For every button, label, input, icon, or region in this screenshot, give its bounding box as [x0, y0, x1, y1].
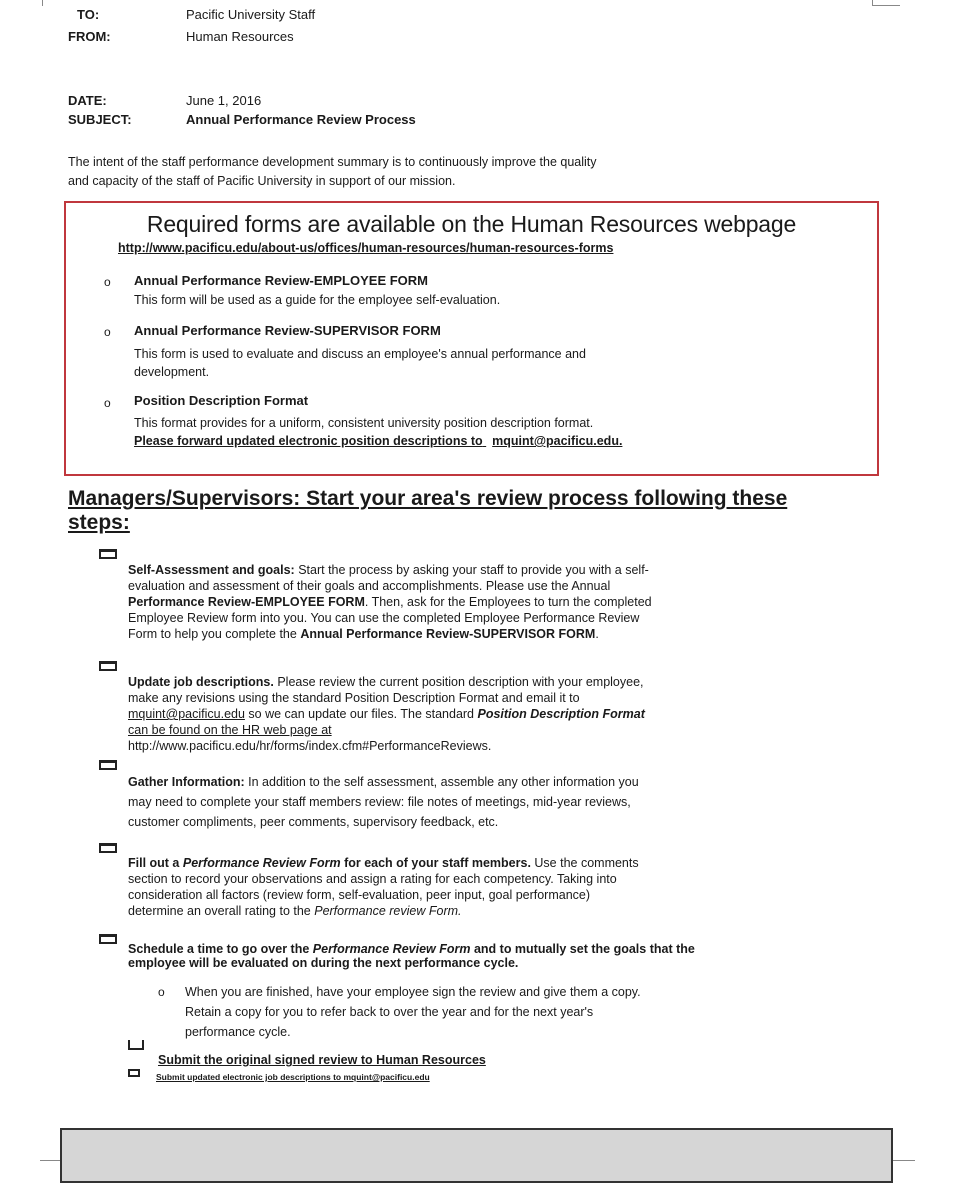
bullet-icon: o — [104, 275, 111, 289]
step-text: Please review the current position description with your employee, — [277, 675, 644, 689]
forward-instruction — [134, 432, 622, 450]
step-text: consideration all factors (review form, self-evaluation, peer input, goal performance) — [128, 888, 591, 902]
step-text: In addition to the self assessment, assemble any other information you — [248, 775, 639, 789]
form-item-desc: This form will be used as a guide for the employee self-evaluation. — [134, 293, 501, 307]
step-text: Employee Review form into you. You can use the completed Employee Performance Review — [128, 611, 640, 625]
steps-heading-line-2: steps: — [68, 511, 130, 534]
form-item-title: Annual Performance Review-EMPLOYEE FORM — [134, 273, 429, 288]
form-item-desc: This format provides for a uniform, consistent university position description format. — [134, 416, 594, 430]
bullet-icon: o — [104, 396, 111, 410]
intro-line-1: The intent of the staff performance development summary is to continuously improve the quality — [68, 155, 597, 169]
subject-value: Annual Performance Review Process — [186, 112, 416, 127]
bullet-icon: o — [104, 325, 111, 339]
to-label: TO: — [77, 7, 100, 22]
step-text: may need to complete your staff members review: file notes of meetings, mid-year reviews, — [128, 795, 631, 809]
forms-url-link[interactable]: http://www.pacificu.edu/about-us/offices/human-resources/human-resources-forms — [118, 241, 614, 255]
step-text: Use the comments — [534, 856, 639, 870]
from-label: FROM: — [68, 29, 111, 44]
checkbox-icon — [128, 1040, 144, 1050]
step-title: Schedule a time to go over the — [128, 942, 310, 956]
folder-icon — [99, 549, 117, 559]
folder-icon — [99, 760, 117, 770]
subject-label: SUBJECT: — [68, 112, 132, 127]
forward-text: Please forward updated electronic position descriptions to — [134, 434, 483, 448]
sub-bullet-icon: o — [158, 985, 165, 999]
form-name: Performance Review Form — [312, 942, 471, 956]
form-name: Performance Review Form — [182, 856, 341, 870]
step-gather-information — [128, 772, 878, 832]
step-text: performance cycle. — [185, 1025, 291, 1039]
step-text: Start the process by asking your staff to provide you with a self- — [298, 563, 649, 577]
step-update-job-descriptions — [128, 674, 878, 754]
step-text: customer compliments, peer comments, supervisory feedback, etc. — [128, 815, 499, 829]
folder-icon — [99, 843, 117, 853]
step-fill-out-review-form — [128, 855, 878, 919]
hr-forms-url[interactable]: http://www.pacificu.edu/hr/forms/index.cfm#PerformanceReviews. — [128, 739, 492, 753]
step-schedule-details — [185, 982, 865, 1042]
step-title: Update job descriptions. — [128, 675, 274, 689]
form-item-desc: development. — [134, 365, 210, 379]
step-submit-job-descriptions: Submit updated electronic job descriptions to mquint@pacificu.edu — [156, 1072, 430, 1082]
corner-mark — [872, 5, 900, 6]
form-name: Annual Performance Review-SUPERVISOR FORM — [300, 627, 596, 641]
folder-icon — [99, 661, 117, 671]
step-text: evaluation and assessment of their goals and accomplishments. Please use the Annual — [128, 579, 611, 593]
corner-mark — [893, 1160, 915, 1161]
step-title: Gather Information: — [128, 775, 245, 789]
step-title: for each of your staff members. — [344, 856, 531, 870]
date-label: DATE: — [68, 93, 107, 108]
intro-line-2: and capacity of the staff of Pacific University in support of our mission. — [68, 174, 456, 188]
step-text: Form to help you complete the — [128, 627, 297, 641]
step-submit-review: Submit the original signed review to Human Resources — [158, 1053, 486, 1067]
folder-icon — [99, 934, 117, 944]
step-title: Fill out a — [128, 856, 180, 870]
steps-heading-line-1: Managers/Supervisors: Start your area's review process following these — [68, 487, 788, 510]
step-text: Retain a copy for you to refer back to over the year and for the next year's — [185, 1005, 594, 1019]
step-text: determine an overall rating to the — [128, 904, 311, 918]
step-schedule-review — [128, 942, 878, 970]
to-value: Pacific University Staff — [186, 7, 316, 22]
step-text: employee will be evaluated on during the next performance cycle. — [128, 956, 519, 970]
step-text: When you are finished, have your employee sign the review and give them a copy. — [185, 985, 641, 999]
form-name: Performance review Form. — [314, 904, 462, 918]
forms-box-title: Required forms are available on the Human Resources webpage — [146, 211, 797, 237]
from-value: Human Resources — [186, 29, 294, 44]
corner-mark — [42, 0, 43, 6]
footer-bar — [60, 1128, 893, 1183]
form-name: Performance Review-EMPLOYEE FORM — [128, 595, 365, 609]
date-value: June 1, 2016 — [186, 93, 262, 108]
step-text: so we can update our files. The standard — [248, 707, 475, 721]
form-item-title: Position Description Format — [134, 393, 309, 408]
form-name: Position Description Format — [477, 707, 645, 721]
step-text: . Then, ask for the Employees to turn the completed — [364, 595, 652, 609]
forward-email-link[interactable]: mquint@pacificu.edu. — [492, 434, 623, 448]
required-forms-box — [64, 201, 879, 476]
form-item-desc: This form is used to evaluate and discuss an employee's annual performance and — [134, 347, 586, 361]
form-item-title: Annual Performance Review-SUPERVISOR FORM — [134, 323, 441, 338]
email-link[interactable]: mquint@pacificu.edu — [128, 707, 245, 721]
step-text: section to record your observations and assign a rating for each competency. Taking into — [128, 872, 617, 886]
step-text: can be found on the HR web page at — [128, 723, 332, 737]
corner-mark — [40, 1160, 62, 1161]
step-title: Self-Assessment and goals: — [128, 563, 295, 577]
step-title: and to mutually set the goals that the — [473, 942, 695, 956]
folder-icon — [128, 1069, 140, 1077]
step-self-assessment: Self-Assessment and goals: Start the process by asking your staff to provide you with a self- evaluation and assessment of their goals and accomplishments. Please use the Annual Performance Review-EMPLOYEE FORM. Then, ask for the Employees to turn the completed Employee Review form into you. You can use the completed Employee Performance Review Form to help you complete the Annual Performance Review-SUPERVISOR FORM. — [128, 563, 652, 641]
steps-heading — [68, 487, 858, 535]
step-text: make any revisions using the standard Position Description Format and email it to — [128, 691, 580, 705]
